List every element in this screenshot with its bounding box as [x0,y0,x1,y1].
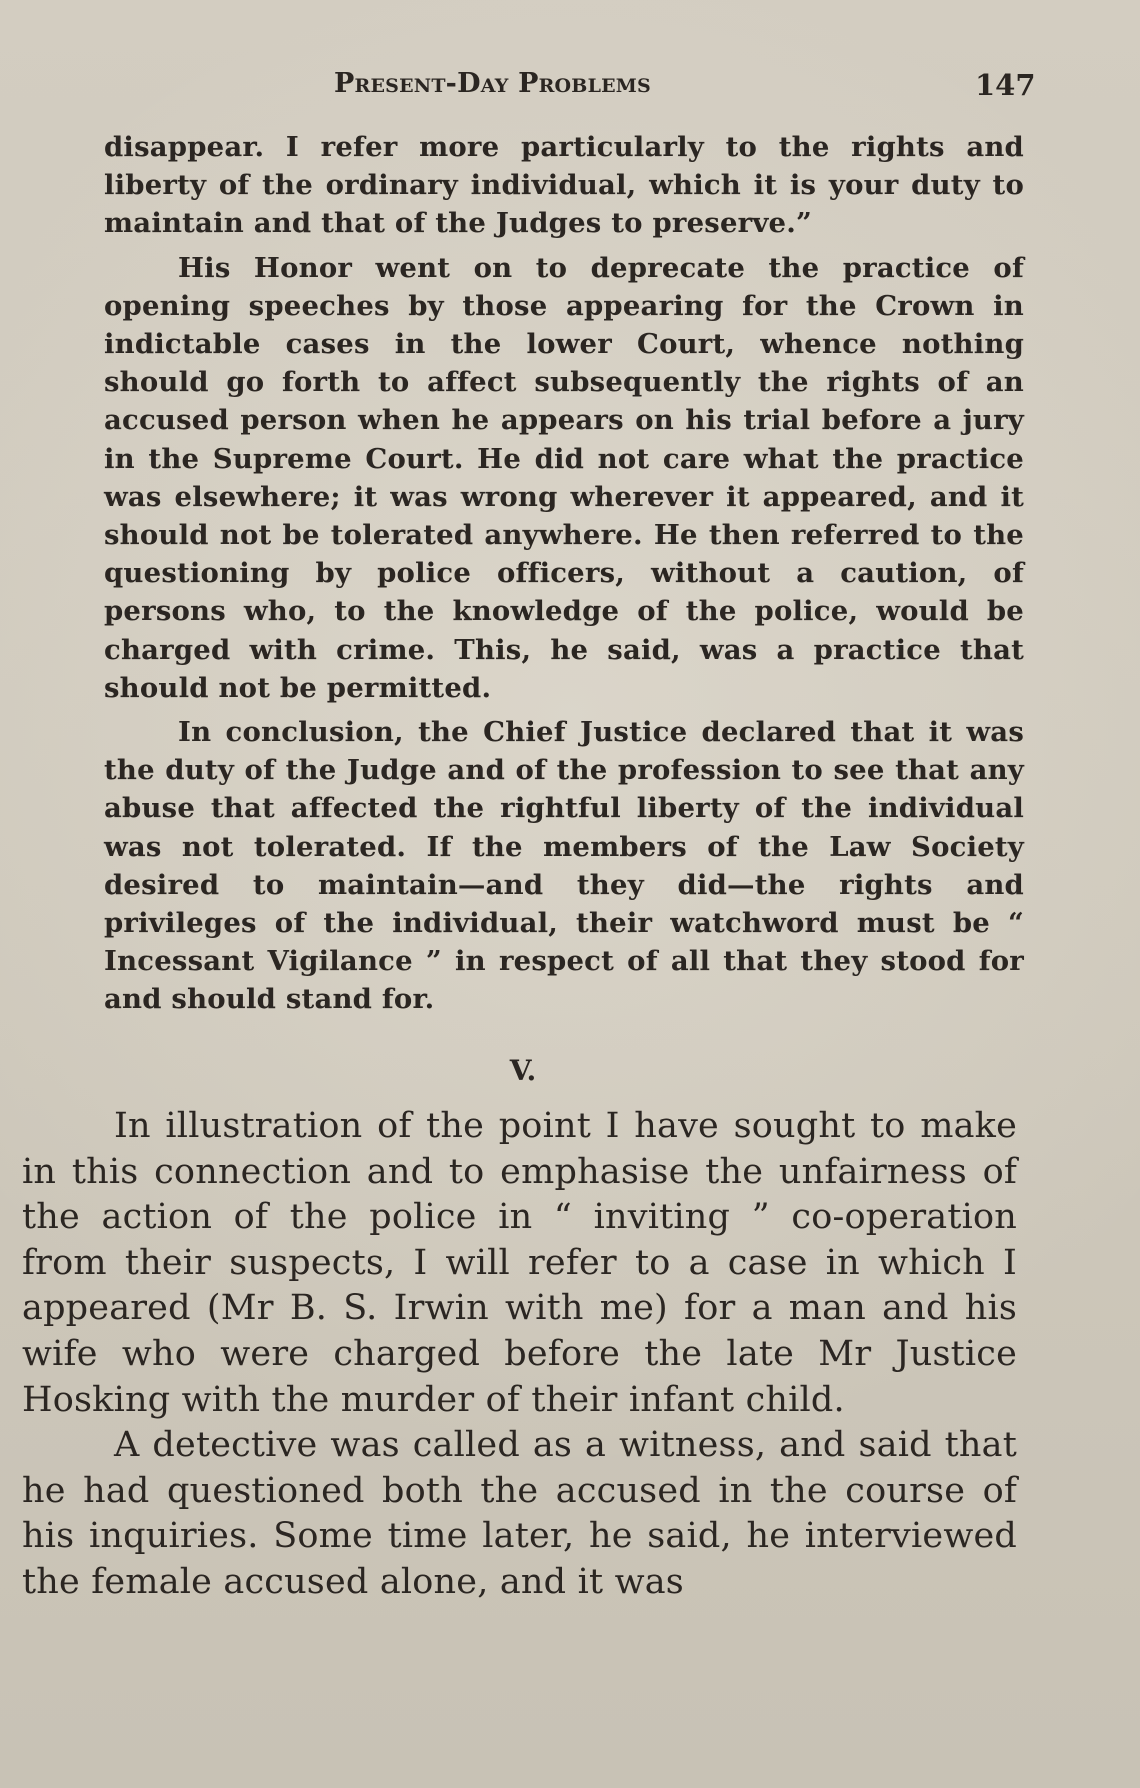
quoted-report [104,128,1024,1025]
paragraph: In illustration of the point I have sought to make in this connection and to emphasise the unfairness of the action of the police in “ inviting ” co-operation from their suspects, I will refer to a case in which I appeared (Mr B. S. Irwin with me) for a man and his wife who were charged before the late Mr Justice Hosking with the murder of their infant child. [22,1106,1017,1420]
commentary-text [22,1104,1017,1606]
paragraph: disappear. I refer more particularly to the rights and liberty of the ordinary individual, which it is your duty to maintain and that of the Judges to preserve.” [104,131,1024,240]
running-title: Present-Day Problems [334,68,651,99]
paragraph: A detective was called as a witness, and said that he had questioned both the accused in the course of his inquiries. Some time later, he said, he interviewed the female accused alone, and it was [22,1425,1017,1602]
paragraph: In conclusion, the Chief Justice declared that it was the duty of the Judge and of the profession to see that any abuse that affected the rightful liberty of the individual was not tolerated. If the members of the Law Society desired to maintain—and they did—the rights and privileges of the individual, their watchword must be “ Incessant Vigilance ” in respect of all that they stood for and should stand for. [104,716,1024,1016]
running-head [0,66,1140,106]
page-number: 147 [975,68,1036,102]
section-number: V. [509,1054,537,1087]
paragraph: His Honor went on to deprecate the practice of opening speeches by those appearing for the Crown in indictable cases in the lower Court, whence nothing should go forth to affect subsequently the rights of an accused person when he appears on his trial before a jury in the Supreme Court. He did not care what the practice was elsewhere; it was wrong wherever it appeared, and it should not be tolerated anywhere. He then referred to the questioning by police officers, without a caution, of persons who, to the knowledge of the police, would be charged with crime. This, he said, was a practice that should not be permitted. [104,251,1024,704]
